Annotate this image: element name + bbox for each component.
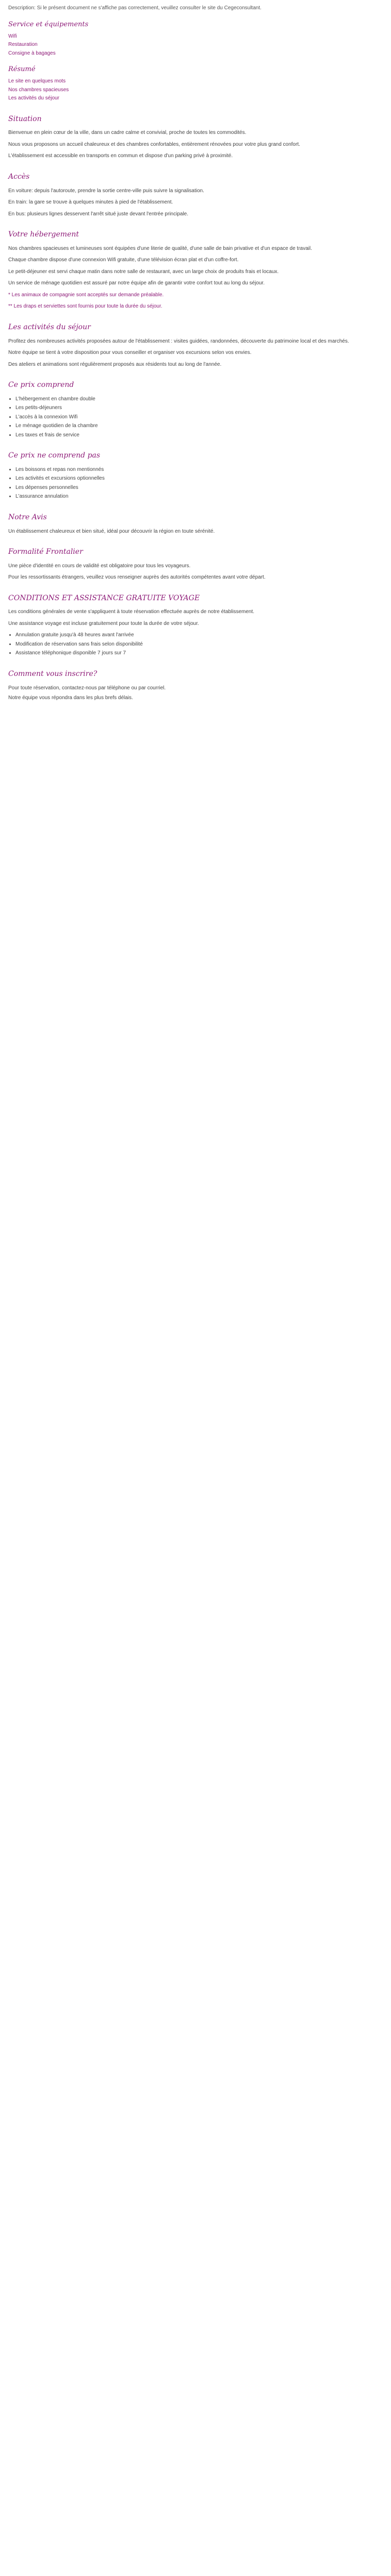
intro-text: Description: Si le présent document ne s'affiche pas correctement, veuillez consulter le site du Cegeconsultant. [8,5,262,11]
hebergement-note: ** Les draps et serviettes sont fournis pour toute la durée du séjour. [8,303,162,310]
formalite-title: Formalité Frontalier [8,548,83,556]
hebergement-paragraph: Chaque chambre dispose d'une connexion Wifi gratuite, d'une télévision écran plat et d'un coffre-fort. [8,257,239,263]
resume-link-3[interactable]: Les activités du séjour [8,95,59,101]
formalite-paragraph: Une pièce d'identité en cours de validité est obligatoire pour tous les voyageurs. [8,563,191,569]
list-item: • Les taxes et frais de service [15,431,383,439]
situation-paragraph: Nous vous proposons un accueil chaleureux et des chambres confortables, entièrement rénovées pour votre plus grand confort. [8,141,300,147]
conditions-paragraph: Une assistance voyage est incluse gratuitement pour toute la durée de votre séjour. [8,620,199,626]
conditions-list [8,631,383,657]
formalite-paragraph: Pour les ressortissants étrangers, veuillez vous renseigner auprès des autorités compétentes avant votre départ. [8,574,266,581]
acces-paragraph: En voiture: depuis l'autoroute, prendre la sortie centre-ville puis suivre la signalisation. [8,188,204,194]
services-link-consigne[interactable]: Consigne à bagages [8,50,56,56]
hebergement-paragraph: Un service de ménage quotidien est assuré par notre équipe afin de garantir votre confort tout au long du séjour. [8,280,265,286]
prix-ne-comprend-title: Ce prix ne comprend pas [8,451,101,460]
list-item: • Modification de réservation sans frais selon disponibilité [15,640,383,649]
services-link-wifi[interactable]: Wifi [8,33,17,39]
resume-title: Résumé [8,65,36,74]
hebergement-title: Votre hébergement [8,230,79,239]
notre-avis-title: Notre Avis [8,513,47,521]
conditions-paragraph: Les conditions générales de vente s'appliquent à toute réservation effectuée auprès de notre établissement. [8,609,255,615]
services-link-restauration[interactable]: Restauration [8,42,38,48]
acces-paragraph: En bus: plusieurs lignes desservent l'arrêt situé juste devant l'entrée principale. [8,211,189,217]
activites-paragraph: Des ateliers et animations sont régulièrement proposés aux résidents tout au long de l'année. [8,361,222,367]
list-item: • Les activités et excursions optionnelles [15,474,383,483]
acces-paragraph: En train: la gare se trouve à quelques minutes à pied de l'établissement. [8,199,173,206]
conditions-title: CONDITIONS ET ASSISTANCE GRATUITE VOYAGE [8,594,200,602]
contact-line: Pour toute réservation, contactez-nous par téléphone ou par courriel. [8,685,166,691]
list-item: • Les petits-déjeuners [15,404,383,412]
hebergement-note: * Les animaux de compagnie sont acceptés sur demande préalable. [8,292,164,298]
contact-line: Notre équipe vous répondra dans les plus brefs délais. [8,695,133,701]
list-item: • Annulation gratuite jusqu'à 48 heures avant l'arrivée [15,631,383,639]
page [0,0,391,719]
notre-avis-paragraph: Un établissement chaleureux et bien situé, idéal pour découvrir la région en toute sérénité. [8,528,215,534]
services-title: Service et équipements [8,20,89,28]
activites-paragraph: Notre équipe se tient à votre disposition pour vous conseiller et organiser vos excursions selon vos envies. [8,350,252,356]
list-item: • L'accès à la connexion Wifi [15,413,383,421]
hebergement-paragraph: Nos chambres spacieuses et lumineuses sont équipées d'une literie de qualité, d'une salle de bain privative et d'un espace de travail. [8,245,312,251]
prix-ne-comprend-list [8,466,383,501]
situation-paragraph: Bienvenue en plein cœur de la ville, dans un cadre calme et convivial, proche de toutes les commodités. [8,130,247,136]
list-item: • Les boissons et repas non mentionnés [15,466,383,474]
list-item: • Le ménage quotidien de la chambre [15,422,383,430]
hebergement-paragraph: Le petit-déjeuner est servi chaque matin dans notre salle de restaurant, avec un large choix de produits frais et locaux. [8,268,279,275]
resume-link-1[interactable]: Le site en quelques mots [8,78,66,84]
contact-title: Comment vous inscrire? [8,669,97,678]
resume-link-2[interactable]: Nos chambres spacieuses [8,87,69,93]
list-item: • Assistance téléphonique disponible 7 jours sur 7 [15,649,383,657]
activites-title: Les activités du séjour [8,323,91,331]
services-links [8,32,383,58]
resume-links [8,77,383,103]
prix-comprend-list [8,395,383,439]
prix-comprend-title: Ce prix comprend [8,381,74,389]
acces-title: Accès [8,172,30,181]
activites-paragraph: Profitez des nombreuses activités proposées autour de l'établissement : visites guidées, randonnées, découverte du patrimoine local et des marchés. [8,338,349,344]
list-item: • Les dépenses personnelles [15,484,383,492]
list-item: • L'hébergement en chambre double [15,395,383,403]
situation-paragraph: L'établissement est accessible en transports en commun et dispose d'un parking privé à proximité. [8,153,233,159]
situation-title: Situation [8,114,42,123]
list-item: • L'assurance annulation [15,493,383,501]
